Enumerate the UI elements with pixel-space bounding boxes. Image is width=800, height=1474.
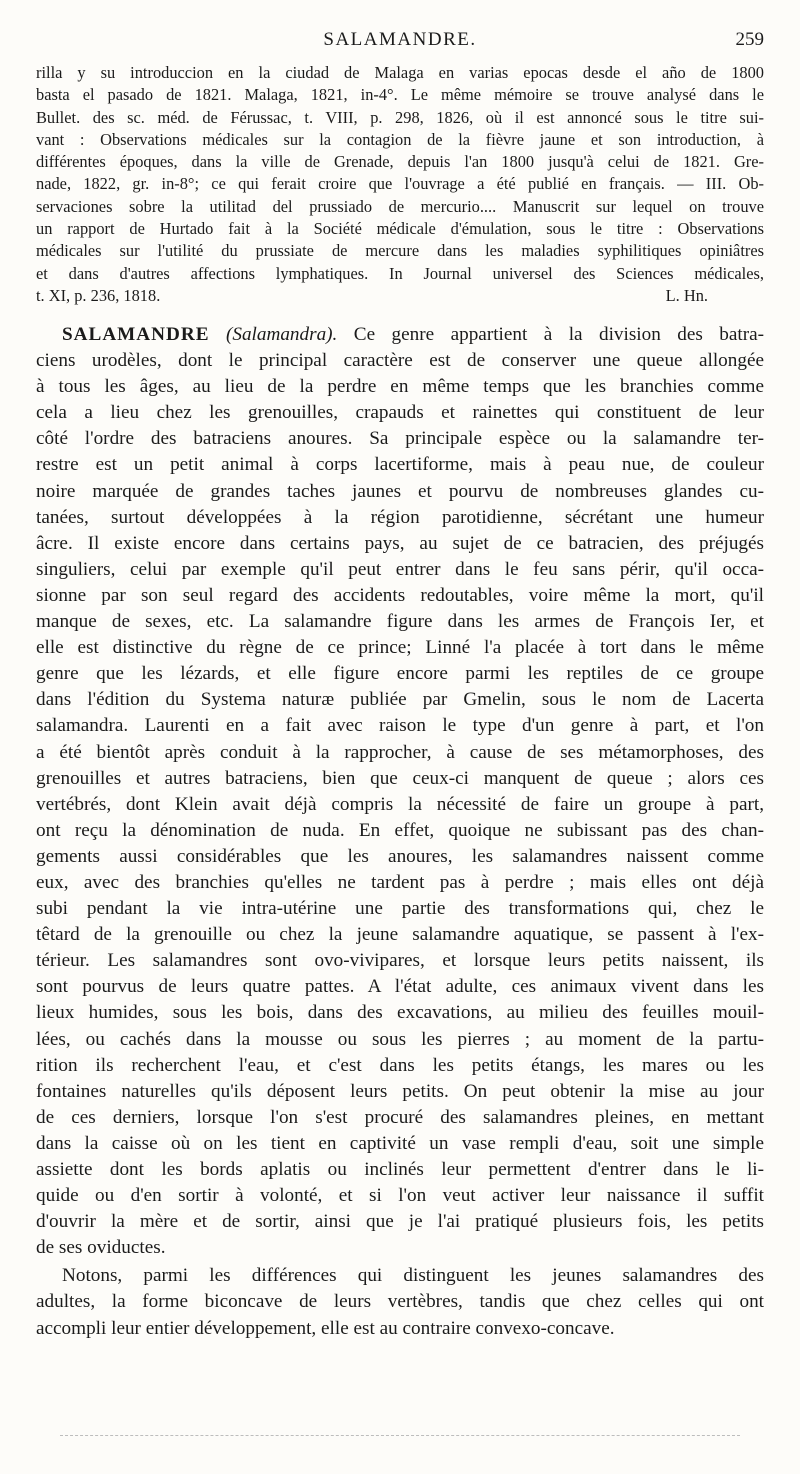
author-signature: L. Hn. bbox=[665, 285, 708, 305]
bibliography-line: basta el pasado de 1821. Malaga, 1821, in-4°. Le même mémoire se trouve analysé dans le bbox=[36, 85, 764, 105]
text-line: ciens urodèles, dont le principal caractère est de conserver une queue allongée bbox=[36, 350, 764, 372]
text-line: singuliers, celui par exemple qu'il peut entrer dans le feu sans périr, qu'il occa- bbox=[36, 558, 764, 580]
text-line: fontaines naturelles qu'ils déposent leurs petits. On peut obtenir la mise au jour bbox=[36, 1080, 764, 1102]
bibliography-line: servaciones sobre la utilitad del prussiado de mercurio.... Manuscrit sur lequel on trouve bbox=[36, 196, 764, 216]
paragraph-2 bbox=[36, 1263, 764, 1341]
text-line: dans la caisse où on les tient en captivité un vase rempli d'eau, soit une simple bbox=[36, 1132, 764, 1154]
text-line: grenouilles et autres batraciens, bien que ceux-ci manquent de queue ; alors ces bbox=[36, 767, 764, 789]
text-line: subi pendant la vie intra-utérine une partie des transformations qui, chez le bbox=[36, 898, 764, 920]
bibliography-last-line: t. XI, p. 236, 1818. bbox=[36, 285, 161, 305]
text-line: âcre. Il existe encore dans certains pays, au sujet de ce batracien, des préjugés bbox=[36, 532, 764, 554]
text-line: adultes, la forme biconcave de leurs vertèbres, tandis que chez celles qui ont bbox=[36, 1291, 764, 1313]
first-line-text: Ce genre appartient à la division des batra- bbox=[353, 324, 764, 345]
page-number: 259 bbox=[735, 29, 764, 50]
text-line: d'ouvrir la mère et de sortir, ainsi que je l'ai pratiqué plusieurs fois, les petits bbox=[36, 1211, 764, 1233]
bibliography-line: vant : Observations médicales sur la contagion de la fièvre jaune et son introduction, à bbox=[36, 129, 764, 149]
text-line: tanées, surtout développées à la région parotidienne, sécrétant une humeur bbox=[36, 506, 764, 528]
text-line: rition ils recherchent l'eau, et c'est dans les petits étangs, les mares ou les bbox=[36, 1054, 764, 1076]
text-line: genre que les lézards, et elle figure encore parmi les reptiles de ce groupe bbox=[36, 663, 764, 685]
text-line: accompli leur entier développement, elle est au contraire convexo-concave. bbox=[36, 1317, 615, 1339]
text-line: dans l'édition du Systema naturæ publiée par Gmelin, sous le nom de Lacerta bbox=[36, 689, 764, 711]
bottom-rule bbox=[60, 1435, 740, 1436]
text-line: eux, avec des branchies qu'elles ne tardent pas à perdre ; mais elles ont déjà bbox=[36, 871, 764, 893]
text-line: gements aussi considérables que les anoures, les salamandres naissent comme bbox=[36, 845, 764, 867]
text-line: elle est distinctive du règne de ce prince; Linné l'a placée à tort dans le même bbox=[36, 637, 764, 659]
text-line: côté l'ordre des batraciens anoures. Sa principale espèce ou la salamandre ter- bbox=[36, 428, 764, 450]
headword: SALAMANDRE bbox=[62, 324, 210, 345]
text-line: lées, ou cachés dans la mousse ou sous les pierres ; au moment de la partu- bbox=[36, 1028, 764, 1050]
text-line: ont reçu la dénomination de nuda. En effet, quoique ne subissant pas des chan- bbox=[36, 819, 764, 841]
text-line: de ses oviductes. bbox=[36, 1237, 166, 1259]
bibliography-line: rilla y su introduccion en la ciudad de Malaga en varias epocas desde el año de 1800 bbox=[36, 63, 764, 82]
article-body bbox=[36, 322, 764, 1342]
text-line: Notons, parmi les différences qui distinguent les jeunes salamandres des bbox=[62, 1265, 764, 1287]
paragraph-1-lines bbox=[36, 348, 764, 1261]
bibliography-block bbox=[36, 62, 764, 307]
text-line: de ces derniers, lorsque l'on s'est procuré des salamandres pleines, en mettant bbox=[36, 1106, 764, 1128]
article-first-line bbox=[36, 322, 764, 348]
bibliography-line: et dans d'autres affections lymphatiques. In Journal universel des Sciences médicales, bbox=[36, 263, 764, 283]
bibliography-line: nade, 1822, gr. in-8°; ce qui ferait croire que l'ouvrage a été publié en français. — III. Ob- bbox=[36, 174, 764, 194]
bibliography-line: différentes époques, dans la ville de Grenade, depuis l'an 1800 jusqu'à celui de 1821. Gre- bbox=[36, 152, 764, 172]
text-line: noire marquée de grandes taches jaunes et pourvu de nombreuses glandes cu- bbox=[36, 480, 764, 502]
text-line: assiette dont les bords aplatis ou inclinés leur permettent d'entrer dans le li- bbox=[36, 1159, 764, 1180]
text-line: sionne par son seul regard des accidents redoutables, voire même la mort, qu'il bbox=[36, 584, 764, 606]
text-line: à tous les âges, au lieu de la perdre en même temps que les branchies comme bbox=[36, 376, 764, 398]
text-line: sont pourvus de leurs quatre pattes. A l'état adulte, ces animaux vivent dans les bbox=[36, 976, 764, 998]
text-line: a été bientôt après conduit à la rapprocher, à cause de ses métamorphoses, des bbox=[36, 741, 764, 763]
text-line: salamandra. Laurenti en a fait avec raison le type d'un genre à part, et l'on bbox=[36, 715, 764, 737]
bibliography-line: médicales sur l'utilité du prussiate de mercure dans les maladies syphilitiques opiniâtres bbox=[36, 241, 764, 261]
text-line: restre est un petit animal à corps lacertiforme, mais à peau nue, de couleur bbox=[36, 454, 764, 476]
bibliography-line: Bullet. des sc. méd. de Férussac, t. VIII, p. 298, 1826, où il est annoncé sous le titre sui- bbox=[36, 107, 764, 127]
text-line: térieur. Les salamandres sont ovo-vivipares, et lorsque leurs petits naissent, ils bbox=[36, 950, 764, 972]
running-head-title: SALAMANDRE. bbox=[323, 29, 477, 50]
text-line: têtard de la grenouille ou chez la jeune salamandre aquatique, se passent à l'ex- bbox=[36, 924, 764, 946]
paragraph-1 bbox=[36, 322, 764, 1261]
text-line: vertébrés, dont Klein avait déjà compris la nécessité de faire un groupe à part, bbox=[36, 793, 764, 815]
bibliography-final-line bbox=[36, 285, 764, 307]
bibliography-line: un rapport de Hurtado fait à la Société médicale d'émulation, sous le titre : Observations bbox=[36, 219, 764, 239]
text-line: quide ou d'en sortir à volonté, et si l'on veut activer leur naissance il suffit bbox=[36, 1185, 764, 1207]
running-head bbox=[0, 26, 800, 56]
text-line: cela a lieu chez les grenouilles, crapauds et rainettes qui constituent de leur bbox=[36, 402, 764, 424]
text-line: lieux humides, sous les bois, dans des excavations, au milieu des feuilles mouil- bbox=[36, 1002, 764, 1024]
text-line: manque de sexes, etc. La salamandre figure dans les armes de François Ier, et bbox=[36, 611, 764, 633]
headword-latin: (Salamandra). bbox=[225, 324, 338, 345]
